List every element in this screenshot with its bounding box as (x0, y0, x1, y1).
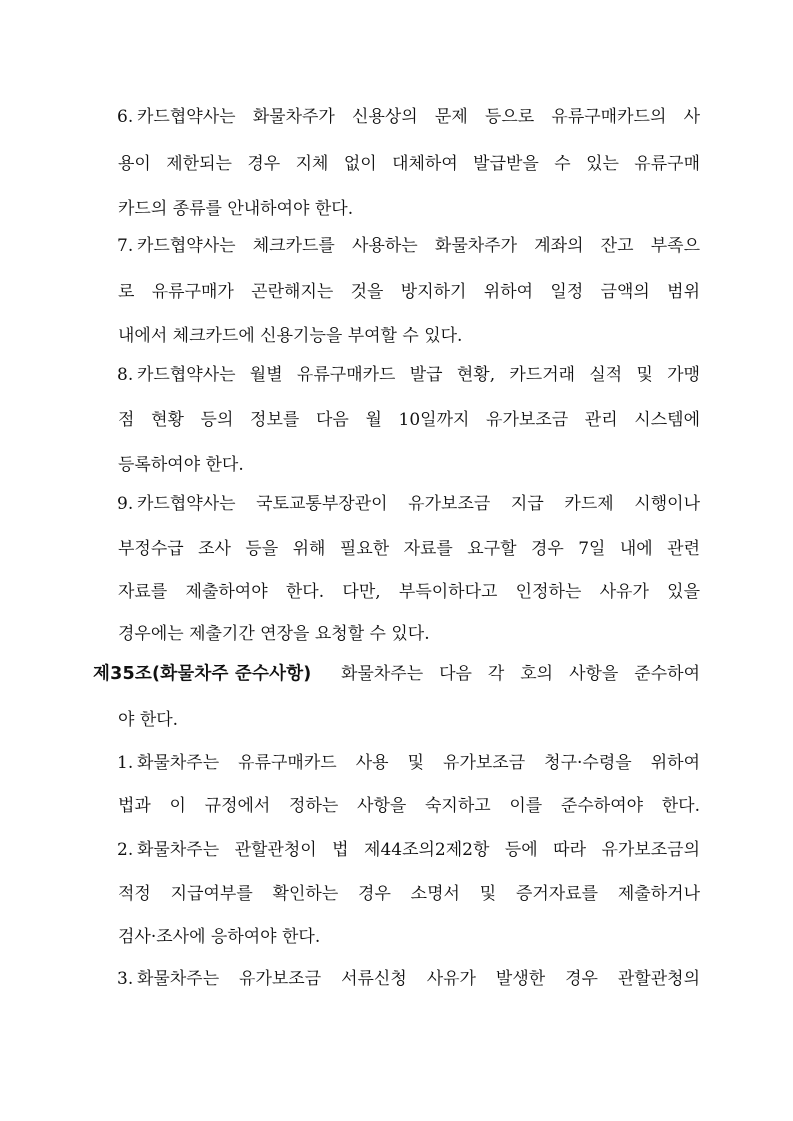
item-number: 7. (117, 236, 134, 256)
item-text-line: 화물차주는 유류구매카드 사용 및 유가보조금 청구·수령을 위하여 (137, 753, 700, 773)
item-number: 1. (117, 753, 134, 773)
item-text-line: 등록하여야 한다. (118, 455, 244, 475)
article-title: 제35조(화물차주 준수사항) (93, 664, 312, 684)
item-text-line: 경우에는 제출기간 연장을 요청할 수 있다. (118, 624, 430, 644)
item-text-line: 용이 제한되는 경우 지체 없이 대체하여 발급받을 수 있는 유류구매 (118, 154, 700, 174)
item-number: 3. (117, 969, 134, 989)
article-intro-continued: 야 한다. (118, 710, 179, 730)
item-text-line: 적정 지급여부를 확인하는 경우 소명서 및 증거자료를 제출하거나 (118, 884, 700, 904)
item-text-line: 로 유류구매가 곤란해지는 것을 방지하기 위하여 일정 금액의 범위 (118, 282, 700, 302)
item-text-line: 카드협약사는 화물차주가 신용상의 문제 등으로 유류구매카드의 사 (137, 107, 700, 127)
item-number: 8. (117, 365, 134, 385)
item-text-line: 부정수급 조사 등을 위해 필요한 자료를 요구할 경우 7일 내에 관련 (118, 539, 700, 559)
item-text-line: 카드협약사는 체크카드를 사용하는 화물차주가 계좌의 잔고 부족으 (137, 236, 700, 256)
item-text-line: 법과 이 규정에서 정하는 사항을 숙지하고 이를 준수하여야 한다. (118, 796, 700, 816)
item-text-line: 화물차주는 관할관청이 법 제44조의2제2항 등에 따라 유가보조금의 (137, 840, 700, 860)
item-text-line: 카드협약사는 월별 유류구매카드 발급 현황, 카드거래 실적 및 가맹 (137, 365, 700, 385)
item-text-line: 검사·조사에 응하여야 한다. (118, 927, 321, 947)
item-text-line: 화물차주는 유가보조금 서류신청 사유가 발생한 경우 관할관청의 (137, 969, 700, 989)
item-number: 9. (117, 494, 134, 514)
item-text-line: 내에서 체크카드에 신용기능을 부여할 수 있다. (118, 326, 463, 346)
item-number: 6. (117, 107, 134, 127)
item-text-line: 카드협약사는 국토교통부장관이 유가보조금 지급 카드제 시행이나 (137, 494, 700, 514)
article-intro: 화물차주는 다음 각 호의 사항을 준수하여 (341, 664, 700, 684)
item-text-line: 카드의 종류를 안내하여야 한다. (118, 199, 354, 219)
item-text-line: 자료를 제출하여야 한다. 다만, 부득이하다고 인정하는 사유가 있을 (118, 582, 700, 602)
item-text-line: 점 현황 등의 정보를 다음 월 10일까지 유가보조금 관리 시스템에 (118, 410, 700, 430)
item-number: 2. (117, 840, 134, 860)
